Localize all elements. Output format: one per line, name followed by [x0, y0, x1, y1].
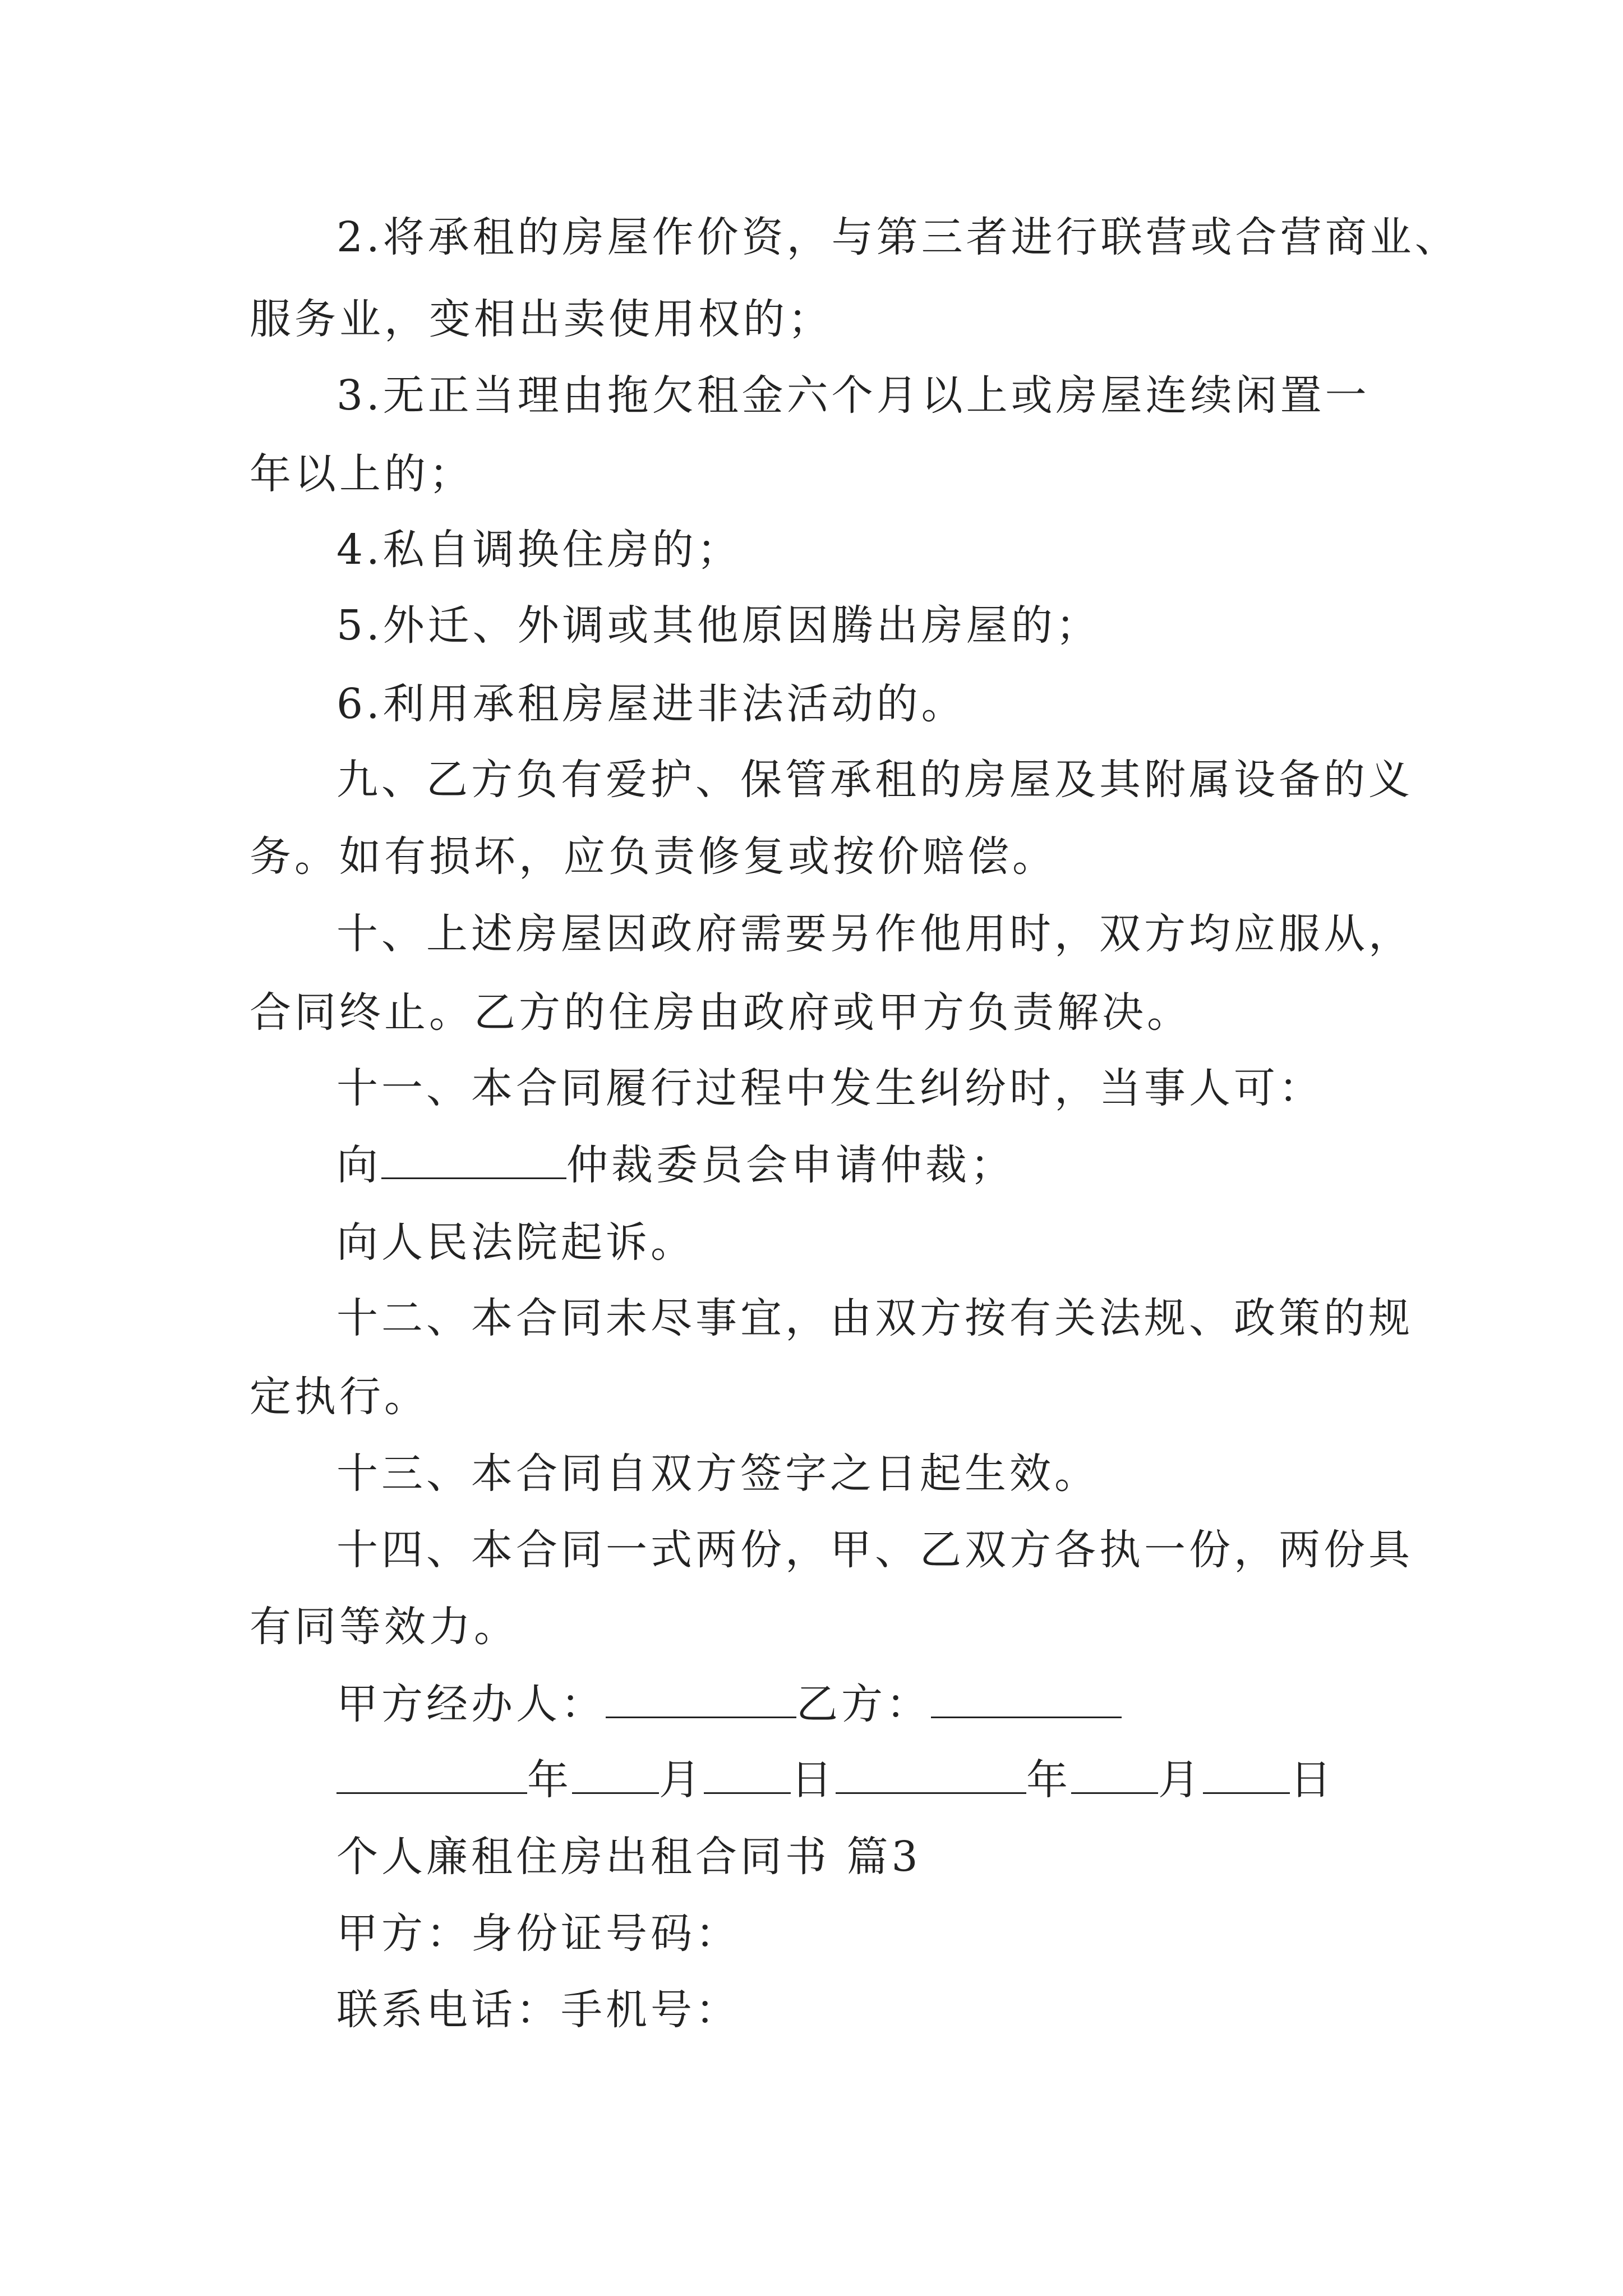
- article-14-line-2: 有同等效力。: [250, 1603, 519, 1651]
- month-blank-b[interactable]: [1071, 1757, 1158, 1794]
- year-label-b: 年: [1026, 1756, 1071, 1804]
- item-2-line-1: 2.将承租的房屋作价资，与第三者进行联营或合营商业、: [336, 213, 1460, 261]
- party-a-agent-blank[interactable]: [606, 1682, 796, 1718]
- year-blank-b[interactable]: [836, 1757, 1026, 1794]
- article-10-line-1: 十、上述房屋因政府需要另作他用时，双方均应服从，: [336, 910, 1413, 958]
- article-9-line-2: 务。如有损坏，应负责修复或按价赔偿。: [250, 832, 1057, 881]
- item-3-line-2: 年以上的；: [250, 450, 474, 498]
- arbitration-committee-blank[interactable]: [381, 1143, 566, 1179]
- day-blank-a[interactable]: [704, 1757, 791, 1794]
- party-b-blank[interactable]: [931, 1682, 1122, 1718]
- item-2-line-2: 服务业，变相出卖使用权的；: [250, 295, 833, 343]
- month-label-a: 月: [659, 1756, 704, 1804]
- item-4: 4.私自调换住房的；: [336, 526, 742, 574]
- year-label-a: 年: [527, 1756, 572, 1804]
- party-b-label: 乙方：: [796, 1680, 931, 1728]
- item-3-line-1: 3.无正当理由拖欠租金六个月以上或房屋连续闲置一: [336, 371, 1370, 420]
- article-9-line-1: 九、乙方负有爱护、保管承租的房屋及其附属设备的义: [336, 756, 1413, 804]
- arbitration-line: [336, 1140, 1015, 1190]
- article-12-line-2: 定执行。: [250, 1373, 429, 1421]
- article-11: 十一、本合同履行过程中发生纠纷时，当事人可：: [336, 1064, 1324, 1112]
- article-14-line-1: 十四、本合同一式两份，甲、乙双方各执一份，两份具: [336, 1526, 1413, 1574]
- signature-line: [336, 1679, 1122, 1729]
- date-line: [336, 1755, 1335, 1805]
- day-blank-b[interactable]: [1203, 1757, 1290, 1794]
- item-6: 6.利用承租房屋进非法活动的。: [336, 680, 966, 728]
- month-label-b: 月: [1158, 1756, 1203, 1804]
- article-13: 十三、本合同自双方签字之日起生效。: [336, 1450, 1099, 1498]
- day-label-b: 日: [1290, 1756, 1335, 1804]
- day-label-a: 日: [791, 1756, 836, 1804]
- arbitration-prefix: 向: [336, 1141, 381, 1189]
- arbitration-suffix: 仲裁委员会申请仲裁；: [566, 1141, 1015, 1189]
- section-3-title: 个人廉租住房出租合同书 篇3: [336, 1833, 921, 1881]
- year-blank-a[interactable]: [336, 1757, 527, 1794]
- contact-line: 联系电话：手机号：: [336, 1986, 740, 2034]
- court-line: 向人民法院起诉。: [336, 1218, 695, 1267]
- party-a-id-line: 甲方：身份证号码：: [336, 1910, 740, 1958]
- party-a-agent-label: 甲方经办人：: [336, 1680, 606, 1728]
- article-12-line-1: 十二、本合同未尽事宜，由双方按有关法规、政策的规: [336, 1294, 1413, 1342]
- item-5: 5.外迁、外调或其他原因腾出房屋的；: [336, 601, 1101, 650]
- article-10-line-2: 合同终止。乙方的住房由政府或甲方负责解决。: [250, 988, 1192, 1037]
- month-blank-a[interactable]: [572, 1757, 659, 1794]
